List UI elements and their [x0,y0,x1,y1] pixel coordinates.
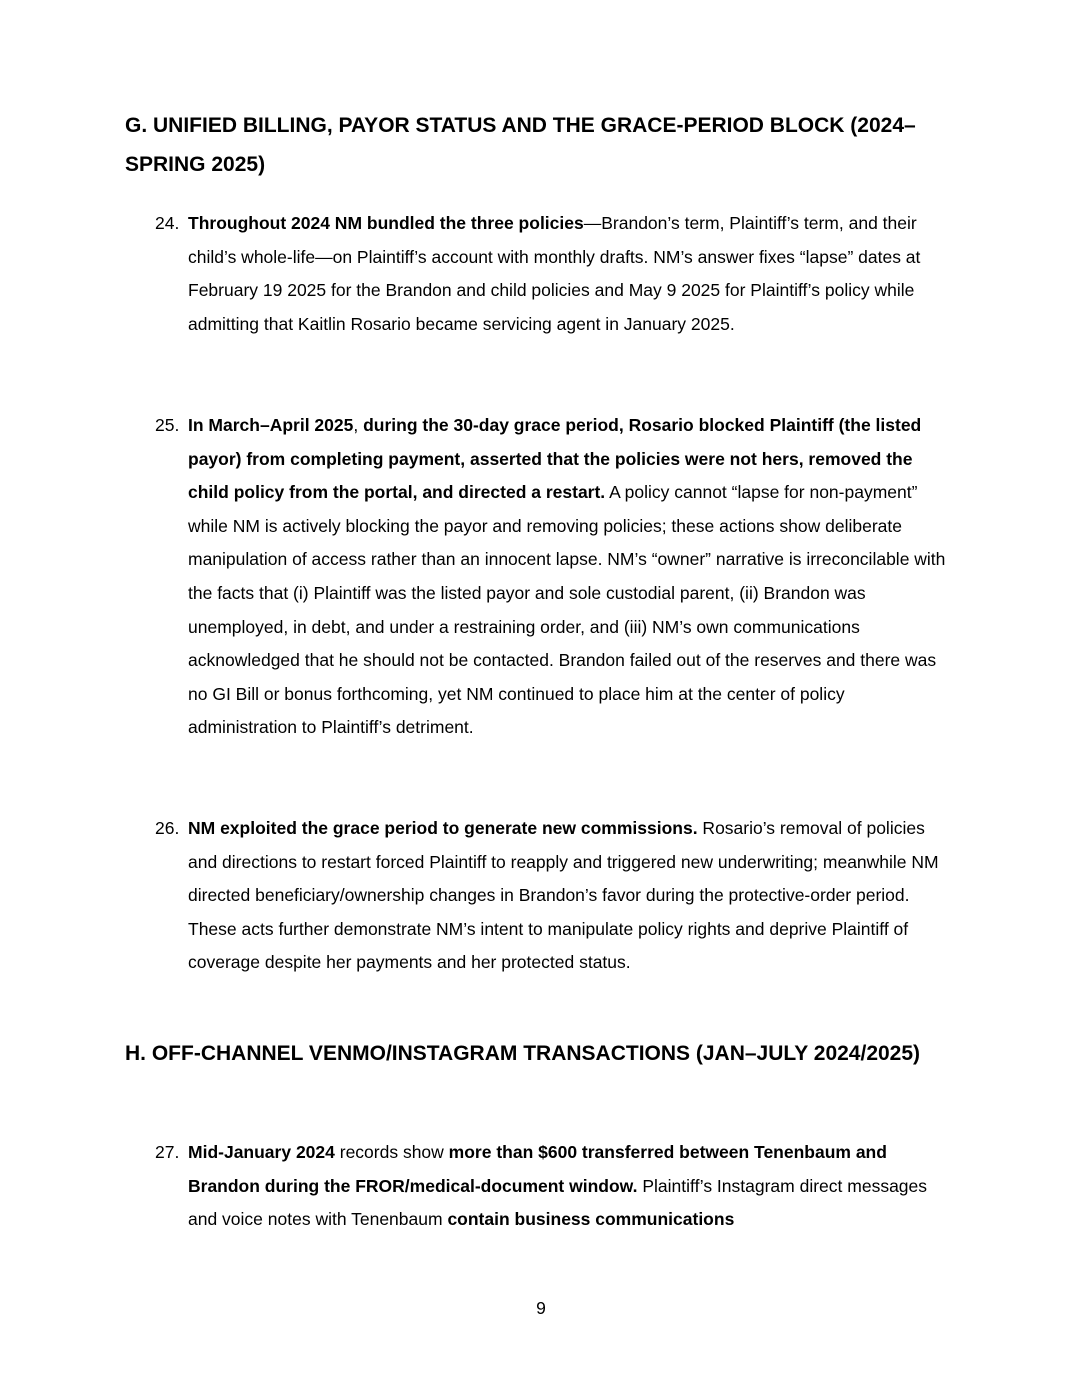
paragraph-text: Rosario’s removal of policies and directions to restart forced Plaintiff to reapply and triggered new underwriting; meanwhile NM directed beneficiary/ownership changes in Brandon’s favor during the protective‑order period. These acts further demonstrate NM’s intent to manipulate policy rights and deprive Plaintiff of coverage despite her payments and her protected status. [188,818,939,973]
page-number: 9 [536,1298,546,1318]
bold-lead: Mid‑January 2024 [188,1142,335,1162]
paragraph-text: records show [334,1142,449,1162]
separator: , [353,415,364,435]
paragraph-number: 25. [155,415,180,435]
bold-statement: contain business communications [447,1209,735,1230]
section-g-heading: G. UNIFIED BILLING, PAYOR STATUS AND THE GRACE‑PERIOD BLOCK (2024–SPRING 2025) [125,114,916,176]
paragraph-text: A policy cannot “lapse for non‑payment” while NM is actively blocking the payor and removing policies; these actions show deliberate manipulation of access rather than an innocent lapse. NM’s “owner” narrative is irreconcilable with the facts that (i) Plaintiff was the listed payor and sole custodial parent, (ii) Brandon was unemployed, in debt, and under a restraining order, and (iii) NM’s own communications acknowledged that he should not be contacted. Brandon failed out of the reserves and there was no GI Bill or bonus forthcoming, yet NM continued to place him at the center of policy administration to Plaintiff’s detriment. [188,482,946,738]
paragraph-27 [155,1136,958,1237]
paragraph-number: 24. [155,213,180,233]
section-h-heading: H. OFF‑CHANNEL VENMO/INSTAGRAM TRANSACTIONS (JAN–JULY 2024/2025) [125,1042,921,1065]
paragraph-body [188,1136,958,1237]
paragraph-body [188,207,958,341]
paragraph-25 [155,409,958,745]
bold-lead: In March–April 2025 [188,415,354,435]
paragraph-body [188,409,958,745]
paragraph-body [188,812,958,980]
paragraph-26 [155,812,958,980]
bold-lead: NM exploited the grace period to generate new commissions. [188,818,698,838]
bold-statement: more than $600 transferred between Tenenbaum and Brandon during the FROR/medical‑document window. [188,1142,887,1196]
bold-statement: during the 30‑day grace period, Rosario blocked Plaintiff (the listed payor) from completing payment, asserted that the policies were not hers, removed the child policy from the portal, and directed a restart. [188,415,922,503]
paragraph-number: 27. [155,1142,180,1162]
bold-lead: Throughout 2024 NM bundled the three policies [188,213,584,233]
paragraph-text: Plaintiff’s Instagram direct messages and voice notes with Tenenbaum [188,1175,928,1230]
paragraph-number: 26. [155,818,180,838]
paragraph-text: —Brandon’s term, Plaintiff’s term, and their child’s whole‑life—on Plaintiff’s account with monthly drafts. NM’s answer fixes “lapse” dates at February 19 2025 for the Brandon and child policies and May 9 2025 for Plaintiff’s policy while admitting that Kaitlin Rosario became servicing agent in January 2025. [188,213,921,334]
paragraph-24 [155,207,958,341]
